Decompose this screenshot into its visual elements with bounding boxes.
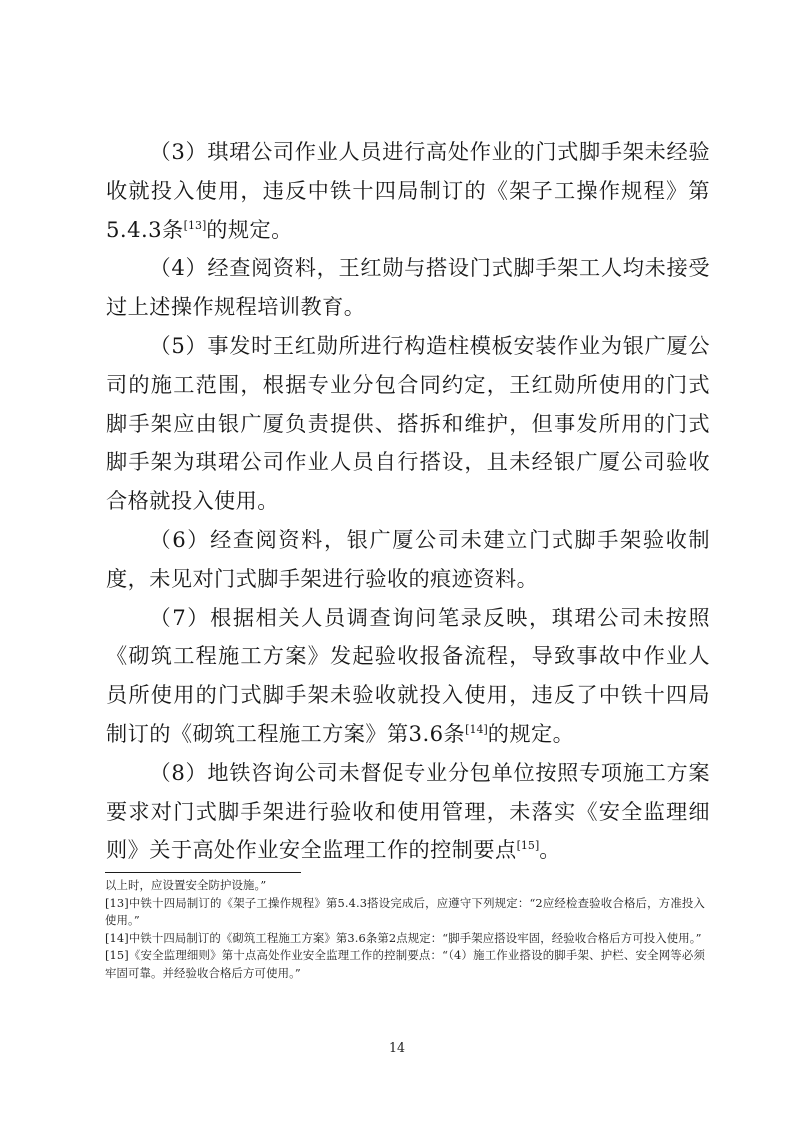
body-text-block [106,133,710,870]
paragraph-item-6 [106,521,710,599]
paragraph-text: （5）事发时王红勋所进行构造柱模板安装作业为银广厦公司的施工范围，根据专业分包合同约定，王红勋所使用的门式脚手架应由银广厦负责提供、搭拆和维护，但事发所用的门式脚手架为琪珺公司作业人员自行搭设，且未经银广厦公司验收合格就投入使用。 [106,332,710,514]
footnote-13: [13]中铁十四局制订的《架子工操作规程》第5.4.3搭设完成后，应遵守下列规定：“2应经检查验收合格后，方准投入使用。” [105,895,705,928]
paragraph-text: （7）根据相关人员调查询问笔录反映，琪珺公司未按照《砌筑工程施工方案》发起验收报备流程，导致事故中作业人员所使用的门式脚手架未验收就投入使用，违反了中铁十四局制订的《砌筑工程施工方案》第3.6条 [106,604,710,746]
footnote-15: [15]《安全监理细则》第十点高处作业安全监理工作的控制要点：“（4）施工作业搭设的脚手架、护栏、安全网等必须牢固可靠。并经验收合格后方可使用。” [105,948,705,980]
paragraph-item-3 [106,133,710,249]
paragraph-item-5 [106,327,710,521]
footnote-marker-15[interactable]: [15] [516,839,540,853]
footnote-marker-13[interactable]: [13] [183,218,207,232]
footnote-separator-rule [105,872,301,873]
footnote-14: [14]中铁十四局制订的《砌筑工程施工方案》第3.6条第2点规定：“脚手架应搭设牢固，经验收合格后方可投入使用。” [105,930,702,945]
paragraph-item-8 [106,754,710,870]
paragraph-item-7 [106,599,710,754]
paragraph-text-tail: 的规定。 [487,720,575,746]
paragraph-text: （3）琪珺公司作业人员进行高处作业的门式脚手架未经验收就投入使用，违反中铁十四局制订的《架子工操作规程》第5.4.3条 [106,139,710,242]
footnote-continuation: 以上时，应设置安全防护设施。” [105,878,267,892]
footnote-area [105,872,705,983]
paragraph-text: （6）经查阅资料，银广厦公司未建立门式脚手架验收制度，未见对门式脚手架进行验收的痕迹资料。 [106,526,710,591]
footnote-marker-14[interactable]: [14] [465,722,488,736]
page-number: 14 [388,1040,406,1055]
paragraph-text: （4）经查阅资料，王红勋与搭设门式脚手架工人均未接受过上述操作规程培训教育。 [106,255,710,320]
paragraph-item-4 [106,249,710,327]
paragraph-text: （8）地铁咨询公司未督促专业分包单位按照专项施工方案要求对门式脚手架进行验收和使用管理，未落实《安全监理细则》关于高处作业安全监理工作的控制要点 [106,759,710,863]
paragraph-text-tail: 。 [539,837,561,863]
paragraph-text-tail: 的规定。 [206,216,293,242]
